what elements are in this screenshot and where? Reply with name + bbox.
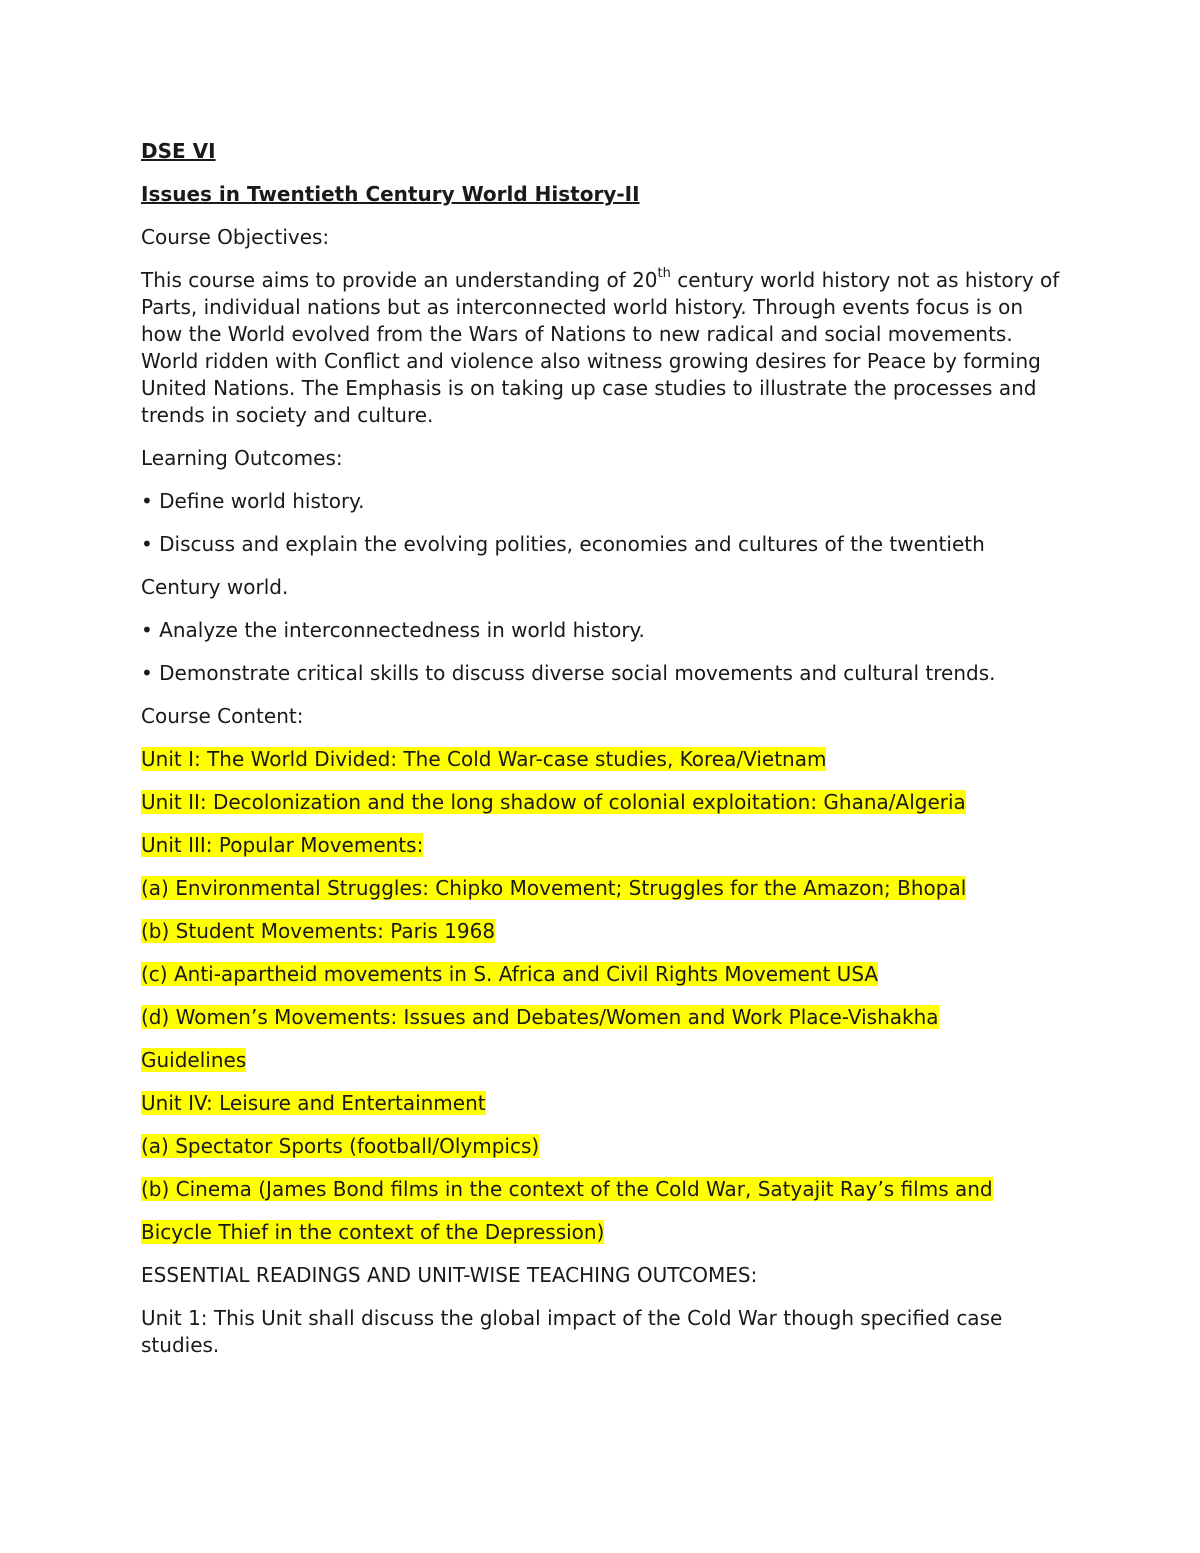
highlighted-text: (d) Women’s Movements: Issues and Debates/Women and Work Place-Vishakha: [141, 1005, 939, 1029]
objectives-heading: Course Objectives:: [141, 225, 330, 249]
highlighted-text: Unit I: The World Divided: The Cold War-case studies, Korea/Vietnam: [141, 747, 827, 771]
unit-line: [141, 1176, 1061, 1203]
content-heading: Course Content:: [141, 704, 304, 728]
highlighted-text: Unit IV: Leisure and Entertainment: [141, 1091, 486, 1115]
unit1-description: Unit 1: This Unit shall discuss the global impact of the Cold War though specified case studies.: [141, 1306, 1003, 1357]
outcome-item: • Define world history.: [141, 489, 365, 513]
outcome-item: • Analyze the interconnectedness in world history.: [141, 618, 645, 642]
unit-line: [141, 1219, 1061, 1246]
unit-line: [141, 1090, 1061, 1117]
outcomes-heading: Learning Outcomes:: [141, 446, 343, 470]
unit-line: [141, 875, 1061, 902]
unit-line: [141, 961, 1061, 988]
objectives-text-b: century world history not as history of Parts, individual nations but as interconnected world history. Through events focus is on how the World evolved from the Wars of Nations to new radical and social movements. World ridden with Conflict and violence also witness growing desires for Peace by forming United Nations. The Emphasis is on taking up case studies to illustrate the processes and trends in society and culture.: [141, 268, 1060, 427]
highlighted-text: (b) Cinema (James Bond films in the context of the Cold War, Satyajit Ray’s films and: [141, 1177, 993, 1201]
unit-line: [141, 918, 1061, 945]
highlighted-text: Unit II: Decolonization and the long shadow of colonial exploitation: Ghana/Algeria: [141, 790, 966, 814]
objectives-paragraph: [141, 267, 1061, 429]
unit-line: [141, 1004, 1061, 1031]
course-title: Issues in Twentieth Century World History-II: [141, 182, 640, 206]
objectives-text-a: This course aims to provide an understanding of 20: [141, 268, 658, 292]
unit-line: [141, 1047, 1061, 1074]
course-code: DSE VI: [141, 139, 216, 163]
readings-heading: ESSENTIAL READINGS AND UNIT-WISE TEACHING OUTCOMES:: [141, 1263, 758, 1287]
highlighted-text: (b) Student Movements: Paris 1968: [141, 919, 496, 943]
outcome-item: • Discuss and explain the evolving polities, economies and cultures of the twentieth: [141, 532, 985, 556]
unit-line: [141, 832, 1061, 859]
highlighted-text: (a) Environmental Struggles: Chipko Movement; Struggles for the Amazon; Bhopal: [141, 876, 967, 900]
highlighted-text: Bicycle Thief in the context of the Depression): [141, 1220, 605, 1244]
highlighted-text: (a) Spectator Sports (football/Olympics): [141, 1134, 540, 1158]
outcome-item: • Demonstrate critical skills to discuss diverse social movements and cultural trends.: [141, 661, 996, 685]
outcome-item: Century world.: [141, 575, 289, 599]
objectives-superscript: th: [657, 266, 671, 282]
highlighted-text: (c) Anti-apartheid movements in S. Africa and Civil Rights Movement USA: [141, 962, 879, 986]
highlighted-text: Unit III: Popular Movements:: [141, 833, 424, 857]
unit-line: [141, 1133, 1061, 1160]
document-page: [141, 138, 1061, 1375]
unit-line: [141, 789, 1061, 816]
unit-line: [141, 746, 1061, 773]
highlighted-text: Guidelines: [141, 1048, 247, 1072]
